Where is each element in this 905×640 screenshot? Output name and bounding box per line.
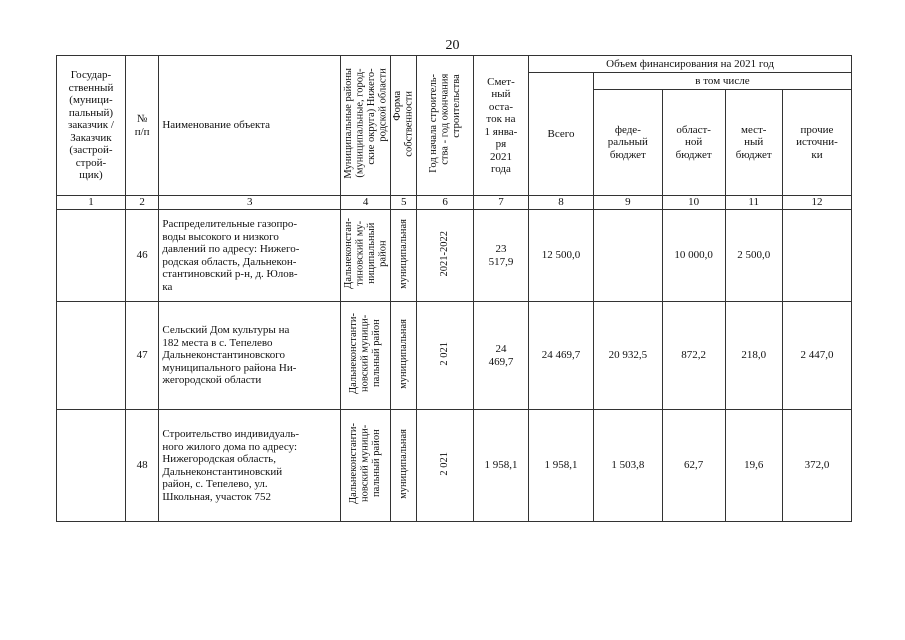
cell-name: Распределительные газопро- воды высокого и низкого давлений по адресу: Нижего- родская область, Дальнекон- стантиновский р-н, д. Юлов- ка: [159, 210, 341, 302]
header-local: мест- ный бюджет: [725, 90, 782, 196]
cell-district-text: Дальнеконстан- тиновский му- ниципальный район: [342, 218, 389, 290]
column-number: 8: [529, 196, 594, 210]
cell-other: 372,0: [782, 410, 851, 522]
header-num: № п/п: [125, 56, 158, 196]
cell-years-text: 2 021: [439, 451, 451, 476]
header-regional: област- ной бюджет: [662, 90, 725, 196]
cell-ownership-text: муниципальная: [398, 318, 410, 389]
header-balance: Смет- ный оста- ток на 1 янва- ря 2021 года: [473, 56, 528, 196]
cell-customer: [57, 410, 126, 522]
table-row: [57, 410, 852, 522]
cell-customer: [57, 302, 126, 410]
cell-ownership-text: муниципальная: [398, 428, 410, 499]
header-district-text: Муниципальные районы (муниципальные, город- ские округа) Нижего- родской области: [342, 68, 389, 180]
cell-ownership-text: муниципальная: [398, 218, 410, 289]
column-number: 4: [341, 196, 391, 210]
header-federal: феде- ральный бюджет: [593, 90, 662, 196]
cell-name: Строительство индивидуаль- ного жилого дома по адресу: Нижегородская область, Дальнеконстантиновский район, с. Тепелево, ул. Школьная, участок 752: [159, 410, 341, 522]
header-customer: Государ- ственный (муници- пальный) заказчик / Заказчик (застрой- строй- щик): [57, 56, 126, 196]
cell-local: 19,6: [725, 410, 782, 522]
column-number: 3: [159, 196, 341, 210]
cell-name: Сельский Дом культуры на 182 места в с. Тепелево Дальнеконстантиновского муниципального района Ни- жегородской области: [159, 302, 341, 410]
cell-regional: 10 000,0: [662, 210, 725, 302]
column-number: 10: [662, 196, 725, 210]
header-total: Всего: [529, 73, 594, 196]
cell-num: 48: [125, 410, 158, 522]
column-number-row: [57, 196, 852, 210]
cell-years: [417, 302, 473, 410]
cell-regional: 872,2: [662, 302, 725, 410]
cell-years-text: 2021-2022: [439, 231, 451, 277]
column-number: 11: [725, 196, 782, 210]
cell-other: [782, 210, 851, 302]
cell-federal: 1 503,8: [593, 410, 662, 522]
column-number: 5: [391, 196, 417, 210]
column-number: 1: [57, 196, 126, 210]
column-number: 12: [782, 196, 851, 210]
cell-total: 12 500,0: [529, 210, 594, 302]
header-district: [341, 56, 391, 196]
cell-federal: [593, 210, 662, 302]
header-years-text: Год начала строитель- ства - год окончания строительства: [427, 74, 462, 174]
header-including: в том числе: [593, 73, 851, 90]
cell-district: [341, 410, 391, 522]
header-funding-group: Объем финансирования на 2021 год: [529, 56, 852, 73]
cell-district: [341, 210, 391, 302]
header-name: Наименование объекта: [159, 56, 341, 196]
cell-local: 218,0: [725, 302, 782, 410]
header-row-1: [57, 56, 852, 73]
cell-balance: 24 469,7: [473, 302, 528, 410]
cell-years-text: 2 021: [439, 341, 451, 366]
cell-balance: 23 517,9: [473, 210, 528, 302]
cell-district-text: Дальнеконстанти- новский муници- пальный район: [348, 423, 383, 505]
cell-num: 46: [125, 210, 158, 302]
financing-table: [56, 55, 852, 522]
header-years: [417, 56, 473, 196]
column-number: 7: [473, 196, 528, 210]
cell-balance: 1 958,1: [473, 410, 528, 522]
cell-regional: 62,7: [662, 410, 725, 522]
table-row: [57, 210, 852, 302]
cell-ownership: [391, 302, 417, 410]
cell-other: 2 447,0: [782, 302, 851, 410]
header-ownership-text: Форма собственности: [392, 90, 415, 157]
cell-total: 24 469,7: [529, 302, 594, 410]
cell-district-text: Дальнеконстанти- новский муници- пальный район: [348, 313, 383, 395]
column-number: 9: [593, 196, 662, 210]
cell-district: [341, 302, 391, 410]
cell-years: [417, 410, 473, 522]
cell-federal: 20 932,5: [593, 302, 662, 410]
cell-ownership: [391, 410, 417, 522]
cell-num: 47: [125, 302, 158, 410]
cell-years: [417, 210, 473, 302]
cell-total: 1 958,1: [529, 410, 594, 522]
page-number: 20: [445, 38, 460, 53]
cell-local: 2 500,0: [725, 210, 782, 302]
cell-customer: [57, 210, 126, 302]
cell-ownership: [391, 210, 417, 302]
column-number: 6: [417, 196, 473, 210]
table-row: [57, 302, 852, 410]
column-number: 2: [125, 196, 158, 210]
header-ownership: [391, 56, 417, 196]
header-other: прочие источни- ки: [782, 90, 851, 196]
